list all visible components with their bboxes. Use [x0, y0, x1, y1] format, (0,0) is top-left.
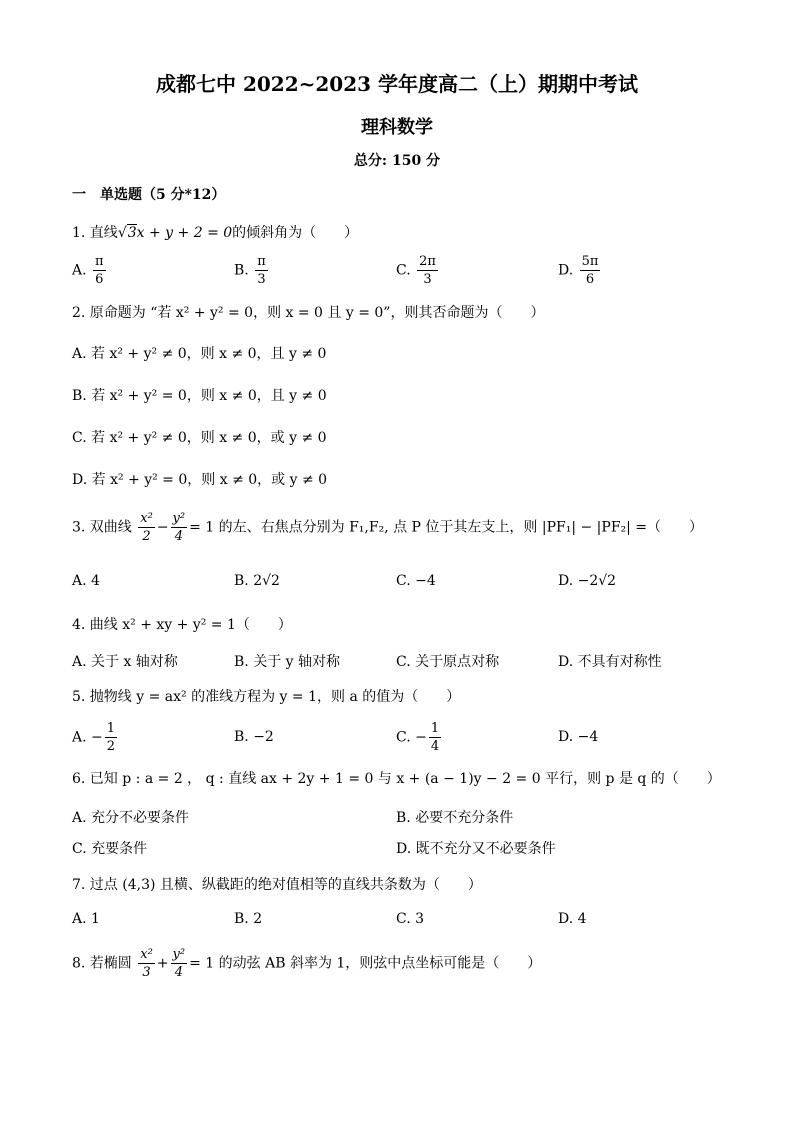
- question-6-option-c: C. 充要条件: [72, 841, 148, 857]
- question-4-option-a: A. 关于 x 轴对称: [72, 654, 178, 670]
- q3-minus: −: [156, 519, 169, 536]
- q3-suffix: = 1 的左、右焦点分别为 F₁,F₂, 点 P 位于其左支上，则 |PF₁| − |PF₂| =（ ）: [189, 519, 704, 536]
- q3-fraction-1: $\frac{\text{x²}}{2}$: [140, 511, 153, 544]
- q3-prefix: 3. 双曲线: [72, 519, 132, 536]
- q1-sqrt3: √3: [117, 225, 137, 241]
- question-6-option-d: D. 既不充分又不必要条件: [396, 841, 556, 857]
- question-3-stem: [72, 510, 703, 545]
- q8-prefix: 8. 若椭圆: [72, 955, 132, 972]
- question-3-option-c: C. −4: [396, 573, 436, 589]
- option-label: C.: [396, 262, 411, 279]
- section-heading: 一 单选题（5 分*12）: [72, 187, 226, 203]
- question-4-option-d: D. 不具有对称性: [558, 654, 662, 670]
- question-7-option-a: A. 1: [72, 911, 100, 927]
- question-6-stem: 6. 已知 p : a = 2 ， q : 直线 ax + 2y + 1 = 0 与 x + (a − 1)y − 2 = 0 平行，则 p 是 q 的（ ）: [72, 771, 721, 787]
- question-3-option-d: D. −2√2: [558, 573, 617, 589]
- q8-fraction-1: $\frac{\text{x²}}{3}$: [140, 947, 153, 980]
- q8-plus: +: [156, 955, 169, 972]
- question-3-option-a: A. 4: [72, 573, 100, 589]
- question-1-option-a: [72, 253, 108, 288]
- q1-prefix: 1. 直线: [72, 225, 118, 241]
- q8-suffix: = 1 的动弦 AB 斜率为 1，则弦中点坐标可能是（ ）: [189, 955, 542, 972]
- option-label: D.: [558, 262, 574, 279]
- q1-suffix: 的倾斜角为（ ）: [232, 225, 359, 241]
- question-2-option-a: A. 若 x² + y² ≠ 0，则 x ≠ 0，且 y ≠ 0: [72, 346, 327, 362]
- question-7-option-b: B. 2: [234, 911, 263, 927]
- question-2-option-d: D. 若 x² + y² = 0，则 x ≠ 0，或 y ≠ 0: [72, 472, 328, 488]
- question-6-option-a: A. 充分不必要条件: [72, 810, 190, 826]
- exam-subject: 理科数学: [361, 117, 433, 138]
- question-1-stem: [72, 222, 358, 242]
- option-fraction: $\frac{2\pi}{3}$: [419, 254, 436, 287]
- q8-fraction-2: $\frac{\text{y²}}{4}$: [172, 947, 186, 980]
- option-fraction: $\frac{1}{4}$: [430, 721, 440, 754]
- q3-fraction-2: $\frac{\text{y²}}{4}$: [172, 511, 186, 544]
- question-2-stem: 2. 原命题为 “若 x² + y² = 0，则 x = 0 且 y = 0”，则其否命题为（ ）: [72, 305, 545, 321]
- question-5-option-b: B. −2: [234, 729, 274, 745]
- option-fraction: $\frac{1}{2}$: [106, 721, 116, 754]
- question-4-stem: 4. 曲线 x² + xy + y² = 1（ ）: [72, 617, 292, 633]
- question-5-option-d: D. −4: [558, 729, 599, 745]
- option-label: A.: [72, 262, 87, 279]
- option-fraction: $\frac{\pi}{3}$: [257, 254, 266, 287]
- question-1-option-b: [234, 253, 270, 288]
- question-2-option-b: B. 若 x² + y² = 0，则 x ≠ 0，且 y ≠ 0: [72, 388, 327, 404]
- q1-expr: x + y + 2 = 0: [136, 225, 233, 241]
- question-5-stem: 5. 抛物线 y = ax² 的准线方程为 y = 1，则 a 的值为（ ）: [72, 689, 461, 705]
- total-score: 总分: 150 分: [353, 153, 441, 169]
- question-7-option-c: C. 3: [396, 911, 425, 927]
- question-5-option-c: [396, 720, 443, 755]
- question-7-stem: 7. 过点 (4,3) 且横、纵截距的绝对值相等的直线共条数为（ ）: [72, 877, 482, 893]
- question-3-option-b: B. 2√2: [234, 573, 280, 589]
- option-label: C. −: [396, 729, 427, 746]
- question-1-option-c: [396, 253, 440, 288]
- question-1-option-d: [558, 253, 602, 288]
- option-fraction: $\frac{5\pi}{6}$: [581, 254, 599, 287]
- question-4-option-b: B. 关于 y 轴对称: [234, 654, 340, 670]
- question-8-stem: [72, 946, 541, 981]
- exam-title: 成都七中 2022~2023 学年度高二（上）期期中考试: [155, 72, 638, 96]
- question-5-option-a: [72, 720, 119, 755]
- option-label: A. −: [72, 729, 103, 746]
- option-label: B.: [234, 262, 249, 279]
- question-7-option-d: D. 4: [558, 911, 587, 927]
- question-2-option-c: C. 若 x² + y² ≠ 0，则 x ≠ 0，或 y ≠ 0: [72, 430, 327, 446]
- question-6-option-b: B. 必要不充分条件: [396, 810, 514, 826]
- option-fraction: $\frac{\pi}{6}$: [95, 254, 104, 287]
- question-4-option-c: C. 关于原点对称: [396, 654, 500, 670]
